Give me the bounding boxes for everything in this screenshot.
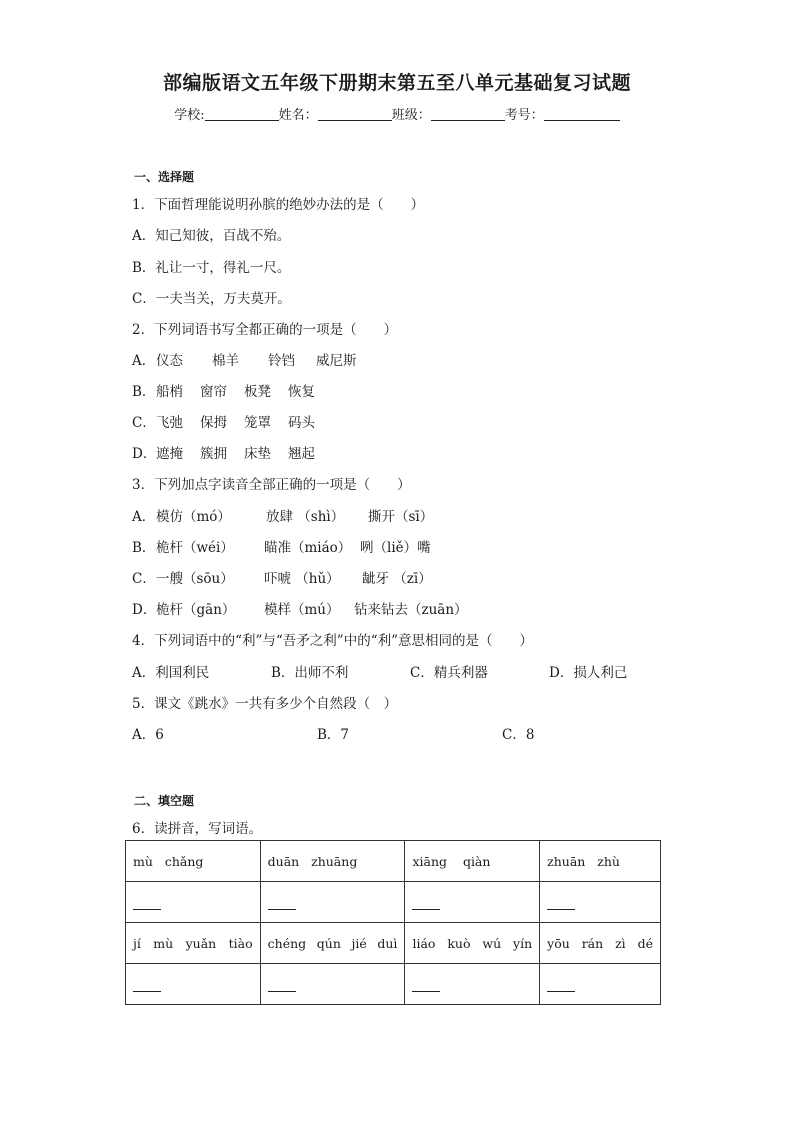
option-letter: A． bbox=[132, 509, 156, 525]
answer-cell[interactable] bbox=[126, 882, 261, 923]
pinyin-syllable: zhù bbox=[597, 853, 620, 869]
answer-blank[interactable] bbox=[547, 897, 575, 910]
pinyin-cell bbox=[540, 923, 661, 964]
question-1-stem: 1．下面哲理能说明孙膑的绝妙办法的是（ ） bbox=[132, 197, 425, 213]
pinyin-cell bbox=[405, 841, 540, 882]
option-part: 模仿（mó） bbox=[156, 509, 231, 525]
pinyin-cell bbox=[260, 923, 405, 964]
option-word: 遮掩 bbox=[156, 446, 183, 462]
pinyin-syllable: zhuān bbox=[547, 853, 586, 869]
question-2-option-c[interactable] bbox=[132, 411, 315, 431]
answer-cell[interactable] bbox=[260, 882, 405, 923]
name-label: 姓名： bbox=[278, 108, 318, 123]
answer-row-1 bbox=[126, 882, 661, 923]
option-letter: B． bbox=[132, 540, 156, 556]
question-4-option-a[interactable]: A．利国利民 bbox=[132, 665, 210, 681]
option-part: 龇牙 （zī） bbox=[362, 571, 432, 587]
question-4-stem: 4．下列词语中的“利”与“吾矛之利”中的“利”意思相同的是（ ） bbox=[132, 633, 533, 649]
pinyin-syllable: dé bbox=[637, 935, 653, 951]
answer-cell[interactable] bbox=[540, 964, 661, 1005]
section-heading-choice: 一、选择题 bbox=[134, 170, 195, 184]
school-blank[interactable] bbox=[205, 106, 279, 121]
option-word: 飞弛 bbox=[156, 415, 183, 431]
number-label: 考号： bbox=[504, 108, 544, 123]
option-word: 簇拥 bbox=[200, 446, 227, 462]
class-label: 班级： bbox=[391, 108, 431, 123]
answer-cell[interactable] bbox=[405, 882, 540, 923]
answer-blank[interactable] bbox=[412, 897, 440, 910]
pinyin-syllable: chǎng bbox=[164, 853, 204, 869]
pinyin-syllable: jí bbox=[133, 935, 141, 951]
question-3-option-c[interactable] bbox=[132, 567, 432, 587]
answer-cell[interactable] bbox=[126, 964, 261, 1005]
question-1-option-c[interactable]: C．一夫当关，万夫莫开。 bbox=[132, 291, 291, 307]
option-word: 保拇 bbox=[200, 415, 227, 431]
pinyin-cell bbox=[405, 923, 540, 964]
option-word: 仪态 bbox=[156, 353, 183, 369]
option-letter: C． bbox=[132, 571, 156, 587]
option-word: 威尼斯 bbox=[316, 353, 357, 369]
answer-blank[interactable] bbox=[133, 897, 161, 910]
pinyin-syllable: rán bbox=[581, 935, 604, 951]
option-word: 恢复 bbox=[288, 384, 315, 400]
pinyin-syllable: zhuāng bbox=[311, 853, 358, 869]
question-5-stem: 5．课文《跳水》一共有多少个自然段（ ） bbox=[132, 696, 398, 712]
pinyin-cell bbox=[260, 841, 405, 882]
pinyin-syllable: wú bbox=[482, 935, 502, 951]
pinyin-syllable: qiàn bbox=[462, 853, 491, 869]
pinyin-row-2 bbox=[126, 923, 661, 964]
question-5-option-c[interactable]: C．8 bbox=[502, 727, 535, 743]
option-word: 棉羊 bbox=[212, 353, 239, 369]
pinyin-syllable: yōu bbox=[547, 935, 570, 951]
pinyin-syllable: duān bbox=[267, 853, 300, 869]
option-part: 钻来钻去（zuān） bbox=[354, 602, 468, 618]
option-word: 码头 bbox=[288, 415, 315, 431]
pinyin-cell bbox=[126, 923, 261, 964]
pinyin-syllable: mù bbox=[153, 935, 174, 951]
option-word: 笼罩 bbox=[244, 415, 271, 431]
option-letter: B． bbox=[132, 384, 156, 400]
number-blank[interactable] bbox=[544, 106, 620, 121]
question-3-option-a[interactable] bbox=[132, 505, 433, 525]
option-part: 咧（liě）嘴 bbox=[360, 540, 431, 556]
question-3-stem: 3．下列加点字读音全部正确的一项是（ ） bbox=[132, 477, 411, 493]
pinyin-syllable: liáo bbox=[412, 935, 436, 951]
student-info-line bbox=[0, 104, 794, 123]
option-letter: D． bbox=[132, 446, 157, 462]
answer-cell[interactable] bbox=[540, 882, 661, 923]
pinyin-row-1 bbox=[126, 841, 661, 882]
answer-row-2 bbox=[126, 964, 661, 1005]
question-3-option-b[interactable] bbox=[132, 536, 431, 556]
page-title: 部编版语文五年级下册期末第五至八单元基础复习试题 bbox=[162, 72, 631, 94]
question-6-stem: 6．读拼音，写词语。 bbox=[132, 821, 263, 837]
option-part: 桅杆（gān） bbox=[156, 602, 236, 618]
pinyin-syllable: kuò bbox=[447, 935, 471, 951]
option-part: 放肆 （shì） bbox=[266, 509, 345, 525]
pinyin-syllable: duì bbox=[377, 935, 398, 951]
school-label: 学校: bbox=[174, 108, 205, 123]
question-4-option-b[interactable]: B．出师不利 bbox=[271, 665, 349, 681]
section-heading-fill: 二、填空题 bbox=[134, 794, 195, 808]
pinyin-table bbox=[125, 840, 661, 1005]
option-word: 船梢 bbox=[156, 384, 183, 400]
question-5-option-a[interactable]: A．6 bbox=[132, 727, 164, 743]
question-2-option-d[interactable] bbox=[132, 442, 315, 462]
option-part: 模样（mú） bbox=[264, 602, 340, 618]
question-1-option-b[interactable]: B．礼让一寸，得礼一尺。 bbox=[132, 260, 291, 276]
pinyin-syllable: yín bbox=[513, 935, 533, 951]
answer-blank[interactable] bbox=[268, 979, 296, 992]
answer-blank[interactable] bbox=[412, 979, 440, 992]
answer-cell[interactable] bbox=[405, 964, 540, 1005]
question-4-option-c[interactable]: C．精兵利器 bbox=[410, 665, 488, 681]
question-5-option-b[interactable]: B．7 bbox=[317, 727, 350, 743]
option-part: 撕开（sī） bbox=[368, 509, 434, 525]
option-word: 床垫 bbox=[244, 446, 271, 462]
question-2-stem: 2．下列词语书写全都正确的一项是（ ） bbox=[132, 322, 398, 338]
class-blank[interactable] bbox=[431, 106, 505, 121]
question-1-option-a[interactable]: A．知己知彼，百战不殆。 bbox=[132, 228, 291, 244]
pinyin-cell bbox=[126, 841, 261, 882]
option-part: 一艘（sōu） bbox=[156, 571, 234, 587]
answer-blank[interactable] bbox=[547, 979, 575, 992]
answer-blank[interactable] bbox=[268, 897, 296, 910]
option-word: 翘起 bbox=[288, 446, 315, 462]
pinyin-syllable: tiào bbox=[228, 935, 253, 951]
option-letter: D． bbox=[132, 602, 157, 618]
pinyin-syllable: zì bbox=[615, 935, 626, 951]
option-word: 窗帘 bbox=[200, 384, 227, 400]
option-word: 铃铛 bbox=[268, 353, 295, 369]
option-part: 桅杆（wéi） bbox=[156, 540, 234, 556]
answer-cell[interactable] bbox=[260, 964, 405, 1005]
option-part: 瞄准（miáo） bbox=[264, 540, 352, 556]
question-3-option-d[interactable] bbox=[132, 598, 468, 618]
name-blank[interactable] bbox=[318, 106, 392, 121]
option-letter: A． bbox=[132, 353, 156, 369]
question-2-option-a[interactable] bbox=[132, 349, 357, 369]
pinyin-cell bbox=[540, 841, 661, 882]
pinyin-syllable: yuǎn bbox=[185, 935, 217, 951]
question-4-option-d[interactable]: D．损人利己 bbox=[549, 665, 628, 681]
option-letter: C． bbox=[132, 415, 156, 431]
pinyin-syllable: mù bbox=[133, 853, 153, 869]
pinyin-syllable: xiāng bbox=[412, 853, 448, 869]
option-word: 板凳 bbox=[244, 384, 271, 400]
pinyin-syllable: jié bbox=[351, 935, 367, 951]
pinyin-syllable: qún bbox=[316, 935, 341, 951]
answer-blank[interactable] bbox=[133, 979, 161, 992]
option-part: 吓唬 （hǔ） bbox=[264, 571, 340, 587]
pinyin-syllable: chéng bbox=[267, 935, 307, 951]
question-2-option-b[interactable] bbox=[132, 380, 315, 400]
